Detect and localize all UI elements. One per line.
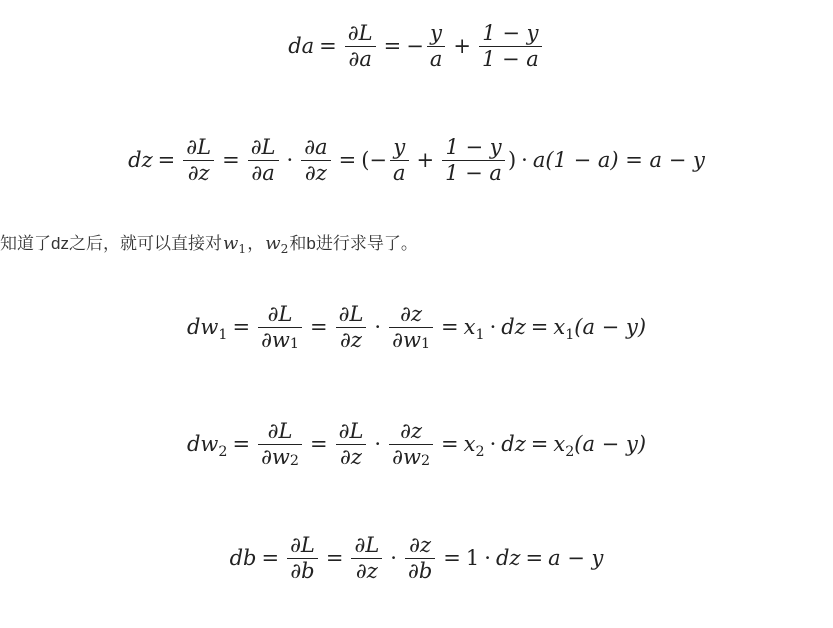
- eq2-lhs: dz: [128, 148, 153, 172]
- equation-dw1: $dw_1$ = ∂L ∂w 1 = $\frac{\partial L}{\partial z}$ · ∂z ∂w 1 = $x_1$ · dz = $x_1$ (a − y): [186, 302, 647, 353]
- equation-da: da = $\frac{\partial L}{\partial a}$ = − $\frac{y}{a}$ + $\frac{1 - y}{1 - a}$: [0, 14, 833, 78]
- eq2-tail: a(1 − a) = a − y: [532, 148, 705, 172]
- eq2-frac-y-a: $\frac{y}{a}$: [390, 135, 409, 184]
- prose-sep: ，: [247, 234, 265, 253]
- equation-db: db = $\frac{\partial L}{\partial b}$ = $\frac{\partial L}{\partial z}$ · $\frac{\partial z}{\partial b}$ = 1 · dz = a − y: [229, 533, 604, 583]
- eq4-frac-dL-dw2: ∂L ∂w 2: [258, 419, 302, 468]
- prose-prefix: 知道了dz之后，就可以直接对: [0, 234, 222, 253]
- eq5-lhs: db: [229, 546, 257, 570]
- equation-dw2: $dw_2$ = ∂L ∂w 2 = $\frac{\partial L}{\partial z}$ · ∂z ∂w 2 = $x_2$ · dz = $x_2$ (a − y): [186, 419, 647, 470]
- eq2-frac-dL-da: $\frac{\partial L}{\partial a}$: [248, 135, 279, 184]
- eq3-frac-dL-dz: $\frac{\partial L}{\partial z}$: [336, 302, 367, 351]
- eq2-frac-da-dz: $\frac{\partial a}{\partial z}$: [301, 135, 330, 184]
- prose-line: [0, 230, 418, 258]
- equation-dz: dz = $\frac{\partial L}{\partial z}$ = $\frac{\partial L}{\partial a}$ · $\frac{\partial a}{\partial z}$ = (− $\frac{y}{a}$ + $\frac{1 - y}{1 - a}$ ) · a(1 − a) = a − y: [128, 135, 705, 185]
- prose-suffix: 和b进行求导了。: [289, 234, 418, 253]
- eq1-frac-dL-da: $\frac{\partial L}{\partial a}$: [345, 21, 376, 70]
- eq1-lhs: da: [288, 34, 315, 58]
- eq2-frac-dL-dz: $\frac{\partial L}{\partial z}$: [183, 135, 214, 184]
- eq1-frac-y-a: $\frac{y}{a}$: [427, 21, 446, 70]
- eq4-frac-dz-dw2: ∂z ∂w 2: [389, 419, 433, 468]
- eq2-frac-1my-1ma: $\frac{1 - y}{1 - a}$: [442, 135, 505, 184]
- eq5-frac-dz-db: $\frac{\partial z}{\partial b}$: [405, 533, 435, 582]
- eq3-lhs: $dw_1$: [186, 315, 228, 343]
- eq3-frac-dz-dw1: ∂z ∂w 1: [389, 302, 433, 351]
- eq4-frac-dL-dz: $\frac{\partial L}{\partial z}$: [336, 419, 367, 468]
- eq5-frac-dL-db: $\frac{\partial L}{\partial b}$: [287, 533, 318, 582]
- prose-w1: $w_1$: [222, 233, 247, 257]
- eq1-frac-1my-1ma: $\frac{1 - y}{1 - a}$: [479, 21, 542, 70]
- eq5-frac-dL-dz: $\frac{\partial L}{\partial z}$: [351, 533, 382, 582]
- eq4-lhs: $dw_2$: [186, 432, 228, 460]
- prose-w2: $w_2$: [265, 233, 289, 257]
- eq3-frac-dL-dw1: ∂L ∂w 1: [258, 302, 302, 351]
